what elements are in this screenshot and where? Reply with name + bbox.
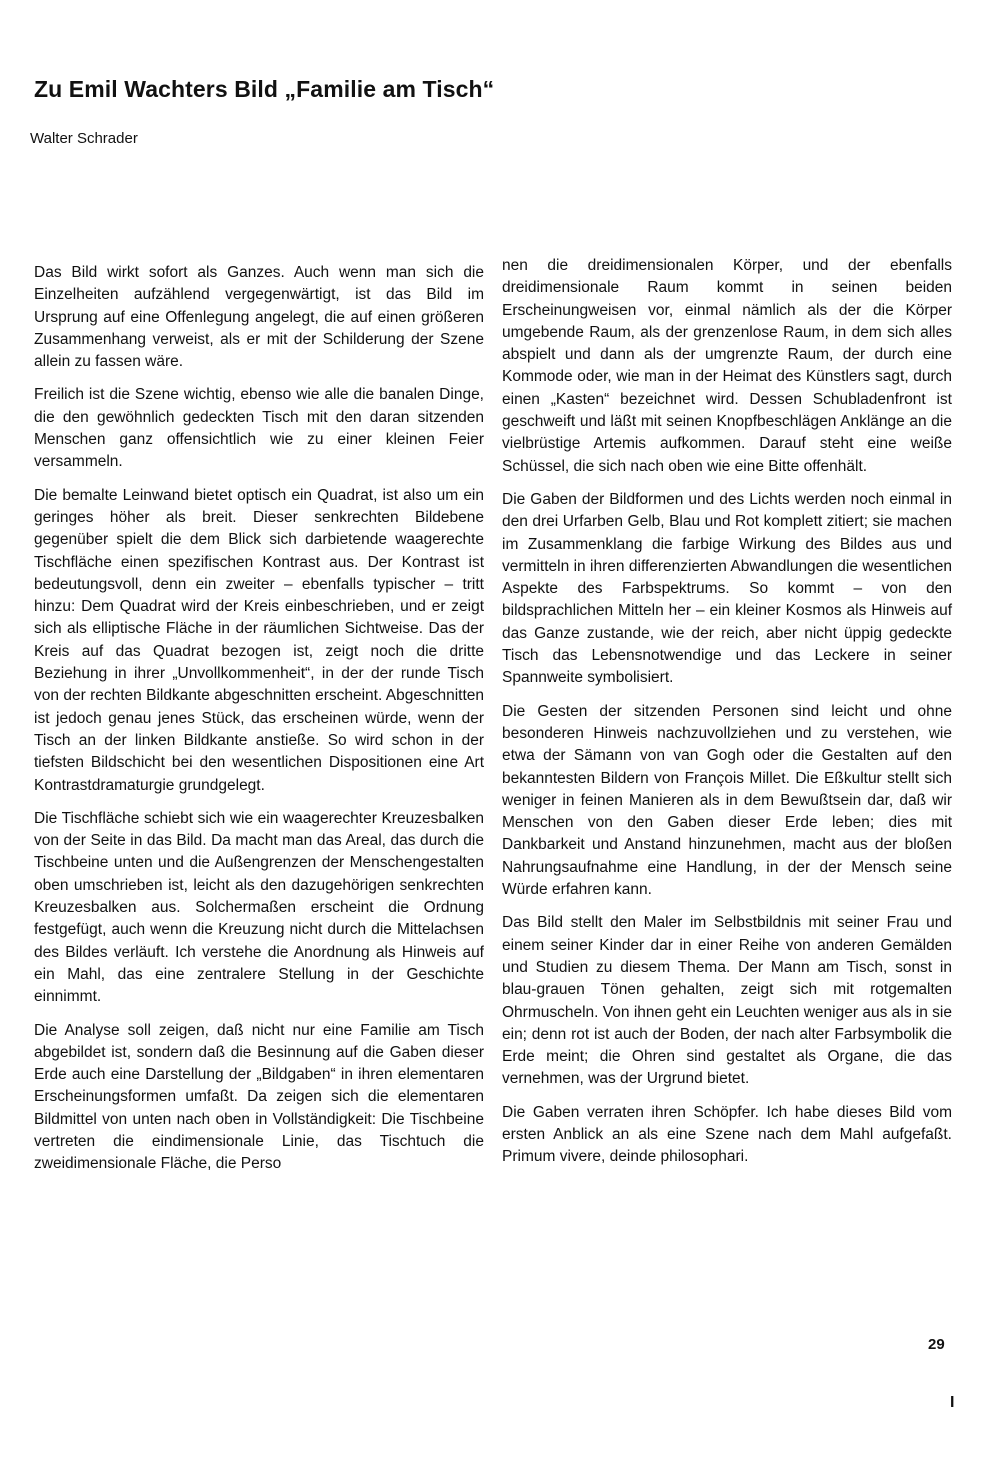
page-number: 29 [928, 1336, 945, 1353]
paragraph: Die Gesten der sitzenden Personen sind leicht und ohne besonderen Hinweis nachzuvollziehen und zu verstehen, wie etwa der Sämann von van Gogh oder die Gestalten auf den bekanntesten Bildern von François Millet. Die Eßkultur stellt sich weniger in feinen Manieren als in dem Bewußtsein dar, daß wir Menschen von den Gaben dieser Erde leben; dies mit Dankbarkeit und Anstand hinzunehmen, macht aus der bloßen Nahrungsaufnahme eine Handlung, in der der Mensch seine Würde erfahren kann. [502, 702, 952, 899]
left-column [34, 262, 484, 1187]
article-title: Zu Emil Wachters Bild „Familie am Tisch“ [34, 76, 495, 102]
paragraph: Die Gaben der Bildformen und des Lichts werden noch einmal in den drei Urfarben Gelb, Blau und Rot komplett zitiert; sie machen im Zusammenklang die farbige Wirkung des Bildes aus und vermitteln in ihren differenzierten Abwandlungen die wesentlichen Aspekte des Farbspektrums. So kommt – von den bildsprachlichen Mitteln her – ein kleiner Kosmos als Hinweis auf das Ganze zustande, wie der reich, aber nicht üppig gedeckte Tisch das Lebensnotwendige und das Leckere in seiner Spannweite symbolisiert. [502, 490, 952, 687]
article-author: Walter Schrader [30, 130, 138, 147]
paragraph: Das Bild wirkt sofort als Ganzes. Auch wenn man sich die Einzelheiten aufzählend vergegenwärtigt, ist das Bild im Ursprung auf eine Offenlegung angelegt, die auf einen größeren Zusammenhang verweist, als er mit der Schilderung der Szene allein zu fassen wäre. [34, 264, 484, 371]
paragraph: nen die dreidimensionalen Körper, und der ebenfalls dreidimensionale Raum kommt in seinen beiden Erscheinungweisen vor, einmal nämlich als der die Körper umgebende Raum, als der grenzenlose Raum, in dem sich alles abspielt und dann als der umgrenzte Raum, der durch eine Kommode oder, wie man in der Heimat des Künstlers sagt, durch einen „Kasten“ bezeichnet wird. Dessen Schubladenfront ist geschweift und läßt mit seinen Knopfbeschlägen Anklänge an die vielbrüstige Artemis aufkommen. Darauf steht eine weiße Schüssel, die sich nach oben wie eine Bitte offenhält. [502, 257, 952, 475]
paragraph: Die bemalte Leinwand bietet optisch ein Quadrat, ist also um ein geringes höher als breit. Dieser senkrechten Bildebene gegenüber spielt die dem Blick sich darbietende waagerechte Tischfläche einen spezifischen Kontrast aus. Der Kontrast ist bedeutungsvoll, denn ein zweiter – ebenfalls typischer – tritt hinzu: Dem Quadrat wird der Kreis einbeschrieben, und er zeigt sich als elliptische Fläche in der räumlichen Sichtweise. Das der Kreis auf das Quadrat bezogen ist, zeigt noch die dritte Beziehung in ihrer „Unvollkommenheit“, in der der runde Tisch von der rechten Bildkante abgeschnitten erscheint. Abgeschnitten ist jedoch genau jenes Stück, das erscheinen würde, wenn der Tisch an der linken Bildkante anstieße. So wird schon in der tiefsten Bildschicht bei den wesentlichen Dispositionen eine Art Kontrastdramaturgie grundgelegt. [34, 486, 484, 794]
paragraph: Die Gaben verraten ihren Schöpfer. Ich habe dieses Bild vom ersten Anblick an als eine Szene nach dem Mahl aufgefaßt. Primum vivere, deinde philosophari. [502, 1103, 952, 1166]
paragraph: Die Tischfläche schiebt sich wie ein waagerechter Kreuzesbalken von der Seite in das Bild. Da macht man das Areal, das durch die Tischbeine unten und die Außengrenzen der Menschengestalten oben umschrieben ist, leicht als den dazugehörigen senkrechten Kreuzesbalken aus. Solchermaßen erscheint die Ordnung festgefügt, auch wenn die Kreuzung nicht durch die Mittelachsen des Bildes verläuft. Ich verstehe die Anordnung als Hinweis auf ein Mahl, das eine zentralere Stellung in der Geschichte einnimmt. [34, 809, 484, 1006]
paragraph: Freilich ist die Szene wichtig, ebenso wie alle die banalen Dinge, die den gewöhnlich gedeckten Tisch mit den daran sitzenden Menschen ganz offensichtlich wie zu einer kleinen Feier versammeln. [34, 386, 484, 471]
right-column [502, 255, 952, 1180]
paragraph: Das Bild stellt den Maler im Selbstbildnis mit seiner Frau und einem seiner Kinder dar in einer Reihe von anderen Gemälden und Studien zu diesem Thema. Der Mann am Tisch, sonst in blau-grauen Tönen gehalten, zeigt sich mit rotgemalten Ohrmuscheln. Von ihnen geht ein Leuchten weniger aus als in sie ein; denn rot ist auch der Boden, der nach alter Farbsymbolik die Erde meint; die Ohren sind gestaltet als Organe, die das vernehmen, was der Urgrund bietet. [502, 914, 952, 1088]
margin-mark: I [950, 1394, 955, 1411]
paragraph: Die Analyse soll zeigen, daß nicht nur eine Familie am Tisch abgebildet ist, sondern daß die Besinnung auf die Gaben dieser Erde auch eine Darstellung der „Bildgaben“ in ihren elementaren Erscheinungsformen umfaßt. Da zeigen sich die elementaren Bildmittel von unten nach oben in Vollständigkeit: Die Tischbeine vertreten die eindimensionale Linie, das Tischtuch die zweidimensionale Fläche, die Perso [34, 1021, 484, 1173]
